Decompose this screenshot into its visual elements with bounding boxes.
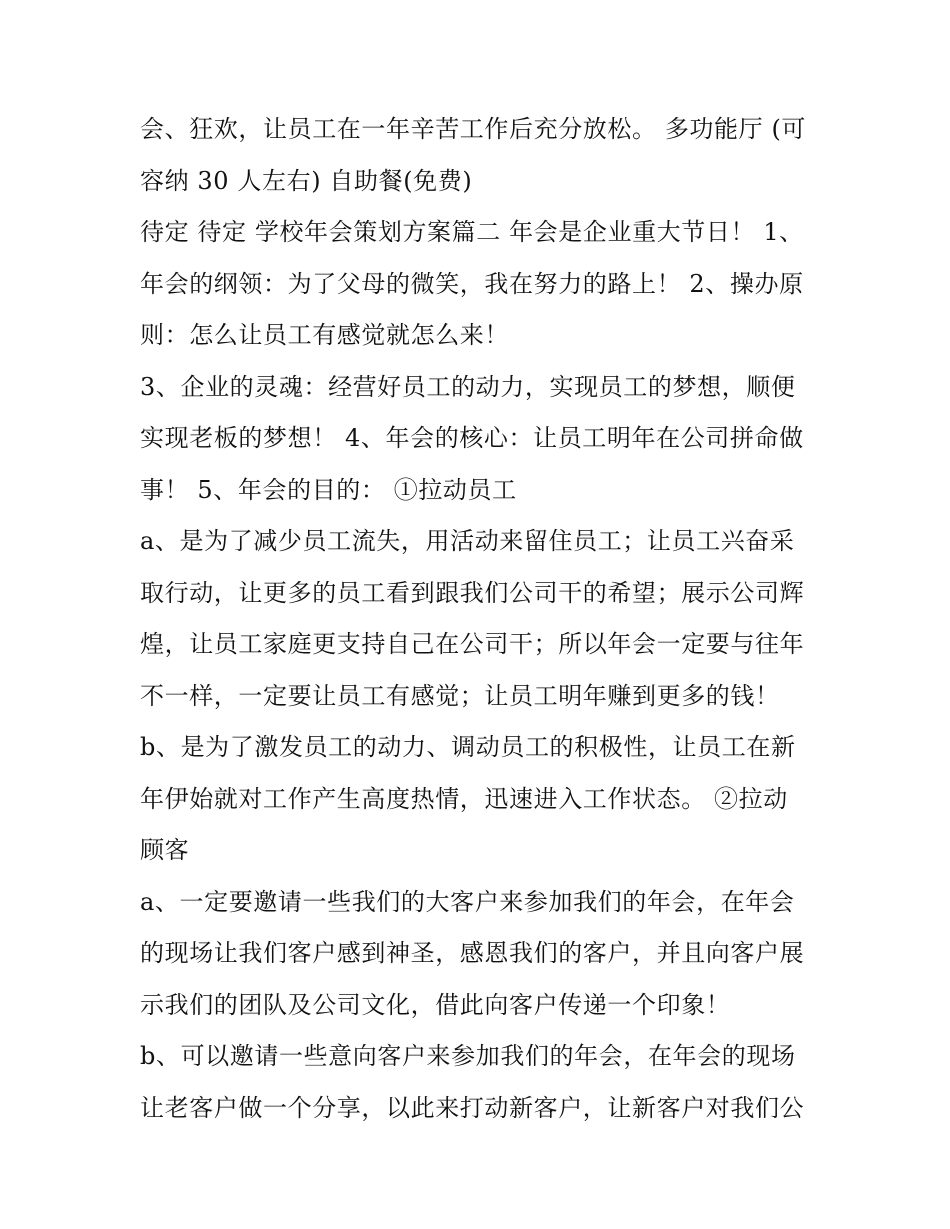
text-line: 会、狂欢，让员工在一年辛苦工作后充分放松。 多功能厅 (可 xyxy=(140,115,807,143)
text-line: 容纳 30 人左右) 自助餐(免费) xyxy=(140,166,473,195)
text-line: 让老客户做一个分享，以此来打动新客户，让新客户对我们公 xyxy=(140,1093,805,1122)
text-line: a、一定要邀请一些我们的大客户来参加我们的年会，在年会 xyxy=(140,887,795,916)
text-line: 则：怎么让员工有感觉就怎么来！ xyxy=(140,321,509,349)
document-body xyxy=(140,104,830,1134)
text-line: 待定 待定 学校年会策划方案篇二 年会是企业重大节日！ 1、 xyxy=(140,218,804,246)
text-line: 年伊始就对工作产生高度热情，迅速进入工作状态。 ②拉动 xyxy=(140,784,788,813)
text-line: 不一样，一定要让员工有感觉；让员工明年赚到更多的钱！ xyxy=(140,681,780,710)
text-line: 顾客 xyxy=(140,836,190,864)
text-line: 示我们的团队及公司文化，借此向客户传递一个印象！ xyxy=(140,990,731,1019)
text-line: 事！ 5、年会的目的： ①拉动员工 xyxy=(140,475,517,504)
text-line: 3、企业的灵魂：经营好员工的动力，实现员工的梦想，顺便 xyxy=(140,372,796,401)
text-line: 取行动，让更多的员工看到跟我们公司干的希望；展示公司辉 xyxy=(140,578,805,607)
text-line: 的现场让我们客户感到神圣，感恩我们的客户，并且向客户展 xyxy=(140,939,805,967)
text-line: b、是为了激发员工的动力、调动员工的积极性，让员工在新 xyxy=(140,733,796,761)
text-line: a、是为了减少员工流失，用活动来留住员工；让员工兴奋采 xyxy=(140,527,795,555)
text-line: b、可以邀请一些意向客户来参加我们的年会，在年会的现场 xyxy=(140,1042,796,1070)
text-line: 年会的纲领：为了父母的微笑，我在努力的路上！ 2、操办原 xyxy=(140,269,804,298)
text-line: 实现老板的梦想！ 4、年会的核心：让员工明年在公司拼命做 xyxy=(140,424,804,452)
text-line: 煌，让员工家庭更支持自己在公司干；所以年会一定要与往年 xyxy=(140,630,805,658)
